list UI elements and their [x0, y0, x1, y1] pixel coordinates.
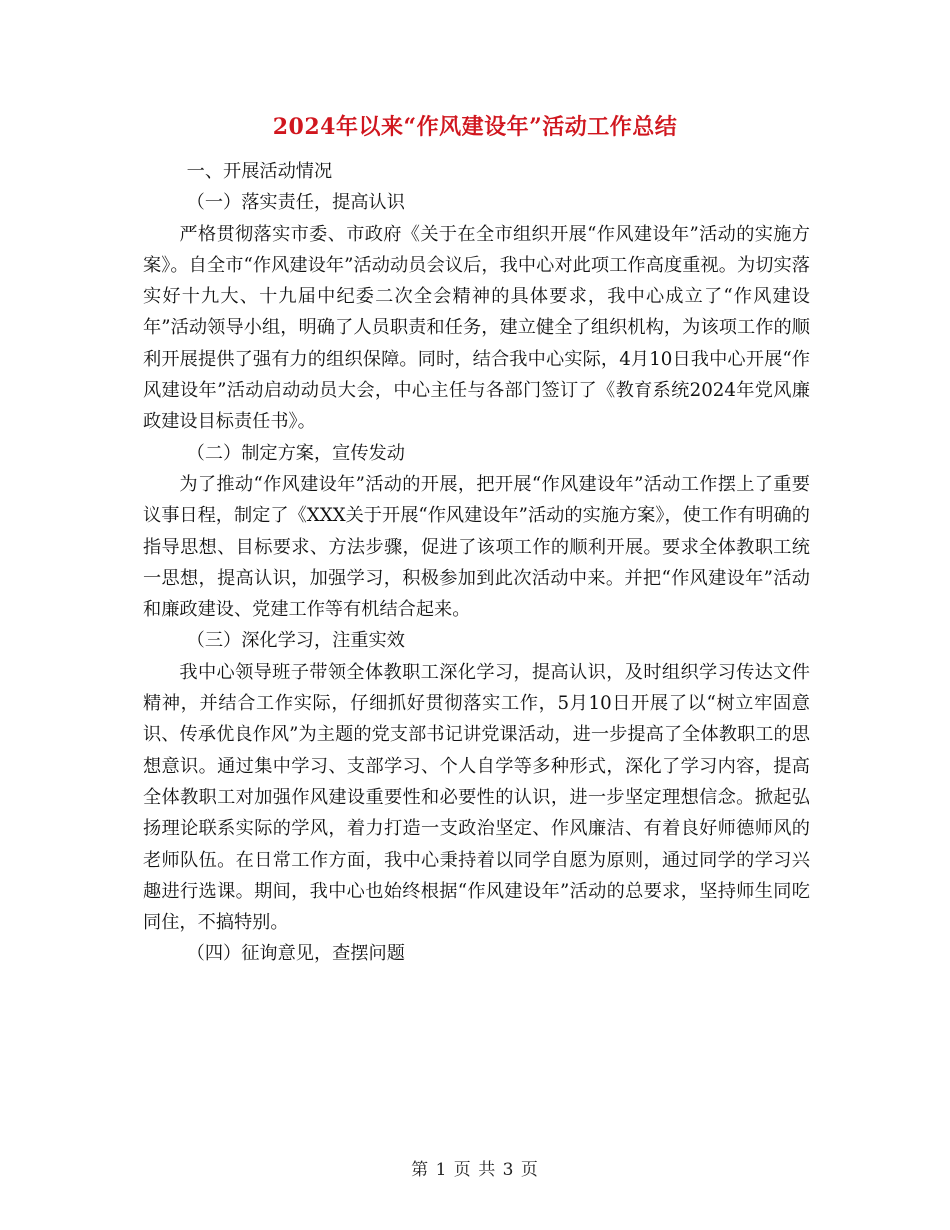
document-title: 2024年以来“作风建设年”活动工作总结	[272, 114, 678, 140]
body-paragraph-3: 我中心领导班子带领全体教职工深化学习，提高认识，及时组织学习传达文件精神，并结合工作实际，仔细抓好贯彻落实工作，5月10日开展了以“树立牢固意识、传承优良作风”为主题的党支部书记讲党课活动，进一步提高了全体教职工的思想意识。通过集中学习、支部学习、个人自学等多种形式，深化了学习内容，提高全体教职工对加强作风建设重要性和必要性的认识，进一步坚定理想信念。掀起弘扬理论联系实际的学风，着力打造一支政治坚定、作风廉洁、有着良好师德师风的老师队伍。在日常工作方面，我中心秉持着以同学自愿为原则，通过同学的学习兴趣进行选课。期间，我中心也始终根据“作风建设年”活动的总要求，坚持师生同吃同住，不搞特别。	[143, 661, 810, 934]
section-heading-1: 一、开展活动情况	[186, 161, 333, 182]
subsection-heading-2: （二）制定方案，宣传发动	[186, 442, 405, 464]
subsection-heading-1: （一）落实责任，提高认识	[186, 192, 405, 214]
document-body	[143, 156, 810, 970]
subsection-heading-3: （三）深化学习，注重实效	[186, 630, 405, 652]
body-paragraph-2: 为了推动“作风建设年”活动的开展，把开展“作风建设年”活动工作摆上了重要议事日程，制定了《XXX关于开展“作风建设年”活动的实施方案》，使工作有明确的指导思想、目标要求、方法步骤，促进了该项工作的顺利开展。要求全体教职工统一思想，提高认识，加强学习，积极参加到此次活动中来。并把“作风建设年”活动和廉政建设、党建工作等有机结合起来。	[143, 473, 810, 621]
body-paragraph-1: 严格贯彻落实市委、市政府《关于在全市组织开展“作风建设年”活动的实施方案》。自全市“作风建设年”活动动员会议后，我中心对此项工作高度重视。为切实落实好十九大、十九届中纪委二次全会精神的具体要求，我中心成立了“作风建设年”活动领导小组，明确了人员职责和任务，建立健全了组织机构，为该项工作的顺利开展提供了强有力的组织保障。同时，结合我中心实际，4月10日我中心开展“作风建设年”活动启动动员大会，中心主任与各部门签订了《教育系统2024年党风廉政建设目标责任书》。	[143, 223, 810, 433]
page-number: 第 1 页 共 3 页	[411, 1160, 539, 1180]
subsection-heading-4: （四）征询意见，查摆问题	[186, 943, 405, 965]
